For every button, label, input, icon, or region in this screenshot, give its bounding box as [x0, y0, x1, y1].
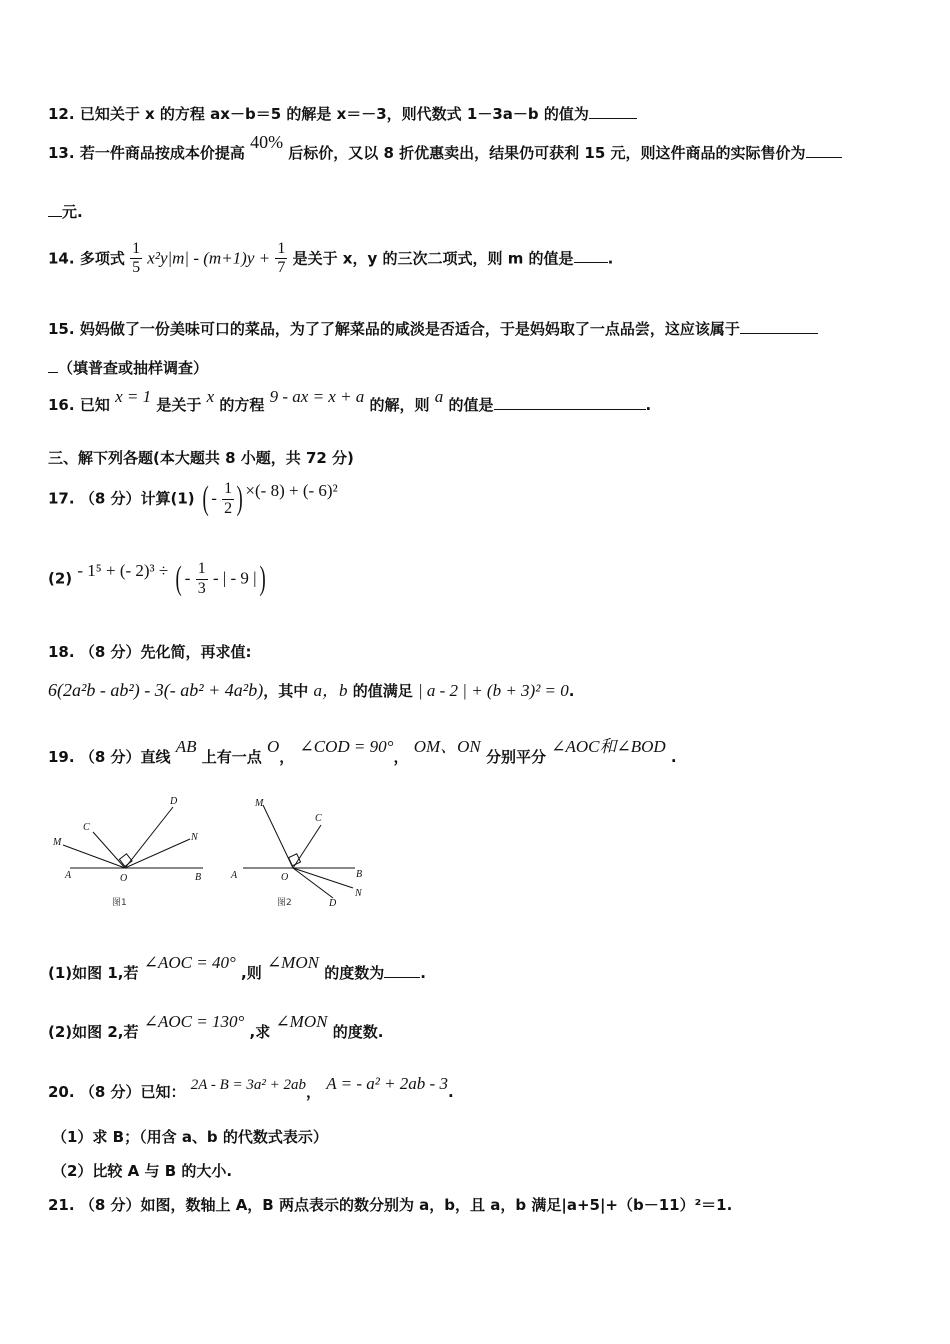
question-12: [48, 103, 910, 124]
q21-text: （8 分）如图，数轴上 A，B 两点表示的数分别为 a，b，且 a，b 满足|a+5|+（b－11）²＝1.: [79, 1196, 733, 1214]
q19-math-ab: AB: [175, 737, 197, 756]
label-B: B: [195, 872, 202, 883]
question-17: [48, 480, 910, 518]
q14-fraction-1: $\frac{1}{5}$: [132, 240, 141, 277]
paren-close: ): [236, 480, 243, 517]
q13-number: 13.: [48, 144, 75, 162]
q12-text: 已知关于 x 的方程 ax－b＝5 的解是 x＝－3，则代数式 1－3a－b 的值为: [79, 105, 589, 123]
q13-text-a: 若一件商品按成本价提高: [79, 144, 245, 162]
answer-blank[interactable]: [384, 963, 420, 978]
q17-part-2-label: (2): [48, 569, 73, 588]
q19-math-o: O: [266, 737, 280, 756]
q19-text-a: （8 分）直线: [79, 748, 171, 766]
figure-1: [45, 790, 220, 915]
q19-text-c: 分别平分: [485, 748, 546, 766]
question-18: [48, 641, 910, 662]
answer-blank[interactable]: [574, 248, 608, 263]
q16-text-e: 的值是: [448, 396, 494, 414]
q17-label: （8 分）计算(1): [79, 489, 195, 508]
q18-number: 18.: [48, 643, 75, 661]
q18-expression: 6(2a²b - ab²) - 3(- ab² + 4a²b): [48, 680, 264, 700]
q20-sub-2: （2）比较 A 与 B 的大小.: [52, 1162, 233, 1180]
q19-2-text-c: 的度数.: [332, 1023, 384, 1041]
q19-text-b: 上有一点: [201, 748, 262, 766]
q19-1-period: .: [420, 964, 426, 982]
q16-math-4: a: [434, 387, 444, 406]
label-N: N: [191, 832, 198, 843]
q18-text-b: ，其中: [263, 682, 309, 700]
q19-2-text-b: ,求: [249, 1023, 271, 1041]
q15-text-b: （填普查或抽样调查）: [58, 359, 209, 377]
label-O: O: [120, 873, 128, 884]
q14-number: 14.: [48, 249, 75, 268]
label-B: B: [356, 869, 363, 880]
paren-close: ): [259, 560, 266, 597]
question-17-part-2: [48, 560, 910, 598]
q18-text-c: 的值满足: [352, 682, 413, 700]
question-16: [48, 387, 910, 415]
paren-open: (: [202, 480, 209, 517]
label-A: A: [65, 870, 72, 881]
label-N: N: [355, 888, 362, 899]
q12-number: 12.: [48, 105, 75, 123]
question-15: [48, 318, 910, 339]
question-18-expression: [48, 676, 910, 701]
answer-blank[interactable]: [48, 358, 58, 373]
answer-blank[interactable]: [48, 202, 62, 217]
q19-math-angles: ∠AOC和∠BOD: [551, 737, 666, 756]
answer-blank[interactable]: [494, 395, 646, 410]
label-D: D: [329, 898, 337, 909]
q19-1-label: (1)如图 1,若: [48, 964, 139, 982]
question-13-cont: [48, 201, 910, 222]
q16-math-3: 9 - ax = x + a: [269, 387, 365, 406]
q20-period: .: [447, 1083, 454, 1101]
label-A: A: [231, 870, 238, 881]
figure-1-caption: 图1: [112, 898, 127, 908]
q16-period: .: [645, 396, 652, 414]
q13-text-c: 元.: [62, 203, 83, 221]
answer-blank[interactable]: [806, 143, 842, 158]
q18-period: .: [568, 682, 575, 700]
paren-open: (: [176, 560, 183, 597]
q17-number: 17.: [48, 489, 75, 508]
q17-expression-3: - | - 9 |: [212, 568, 257, 588]
figure-2-lines: [243, 805, 355, 898]
question-19-part-2: [48, 1012, 910, 1042]
q17-expression-2: - 1⁵ + (- 2)³ ÷: [77, 560, 169, 580]
figure-2-caption: 图2: [277, 898, 292, 908]
q19-2-math-aoc: ∠AOC = 130°: [143, 1012, 245, 1031]
q13-percent: 40%: [250, 132, 284, 152]
q21-number: 21.: [48, 1196, 75, 1214]
label-O: O: [281, 872, 289, 883]
answer-blank[interactable]: [589, 104, 637, 119]
question-21: [48, 1194, 910, 1215]
q19-comma-2: ，: [393, 748, 409, 766]
section-title: 三、解下列各题(本大题共 8 小题，共 72 分): [48, 449, 354, 467]
label-D: D: [170, 796, 178, 807]
q19-1-math-aoc: ∠AOC = 40°: [143, 953, 236, 972]
q17-fraction-1: $\frac{1}{2}$: [224, 480, 233, 517]
label-C: C: [83, 822, 90, 833]
q16-math-1: x = 1: [115, 387, 152, 406]
q20-text: （8 分）已知：: [79, 1083, 186, 1101]
q19-1-math-mon: ∠MON: [266, 953, 319, 972]
question-20: [48, 1074, 910, 1102]
q19-2-math-mon: ∠MON: [275, 1012, 328, 1031]
q16-text-b: 是关于: [156, 396, 202, 414]
q19-math-om-on: OM、ON: [413, 737, 481, 756]
q16-text-d: 的解，则: [369, 396, 430, 414]
q14-text-b: 是关于 x，y 的三次二项式，则 m 的值是: [292, 249, 574, 268]
q19-number: 19.: [48, 748, 75, 766]
q18-vars: a，b: [313, 681, 348, 700]
q20-comma: ，: [306, 1083, 322, 1101]
q18-condition: | a - 2 | + (b + 3)² = 0: [417, 681, 569, 700]
question-15-cont: [48, 357, 910, 378]
q19-1-text-c: 的度数为: [324, 964, 385, 982]
question-14: [48, 240, 910, 278]
q17-minus: -: [211, 488, 217, 508]
q16-text-a: 已知: [79, 396, 110, 414]
q19-comma: ，: [279, 748, 295, 766]
q16-number: 16.: [48, 396, 75, 414]
question-19-part-1: [48, 953, 910, 983]
q14-text-a: 多项式: [79, 249, 125, 268]
figure-1-lines: [63, 807, 203, 868]
q17-fraction-2: $\frac{1}{3}$: [197, 560, 206, 597]
q15-number: 15.: [48, 320, 75, 338]
q20-equation-1: 2A - B = 3a² + 2ab: [190, 1077, 307, 1093]
q14-period: .: [607, 249, 614, 268]
label-C: C: [315, 813, 322, 824]
q17-expression-1: ×(- 8) + (- 6)²: [245, 480, 338, 500]
q19-math-cod: ∠COD = 90°: [299, 737, 394, 756]
q14-expression: x²y|m| - (m+1)y +: [147, 248, 271, 268]
figure-2: [225, 790, 375, 915]
q19-period: .: [670, 748, 677, 766]
question-13: [48, 132, 910, 163]
q14-fraction-2: $\frac{1}{7}$: [277, 240, 286, 277]
label-M: M: [255, 798, 264, 809]
q20-number: 20.: [48, 1083, 75, 1101]
q18-text: （8 分）先化简，再求值:: [79, 643, 252, 661]
q19-2-label: (2)如图 2,若: [48, 1023, 139, 1041]
q13-text-b: 后标价，又以 8 折优惠卖出，结果仍可获利 15 元，则这件商品的实际售价为: [288, 144, 806, 162]
question-19: [48, 737, 910, 767]
q20-sub-1: （1）求 B；（用含 a、b 的代数式表示）: [52, 1128, 328, 1146]
q16-math-2: x: [206, 387, 215, 406]
q16-text-c: 的方程: [219, 396, 265, 414]
label-M: M: [53, 837, 62, 848]
answer-blank[interactable]: [740, 319, 818, 334]
q15-text: 妈妈做了一份美味可口的菜品，为了了解菜品的咸淡是否适合，于是妈妈取了一点品尝，这应该属于: [79, 320, 740, 338]
q20-equation-2: A = - a² + 2ab - 3: [326, 1074, 448, 1093]
q17-minus-2: -: [184, 568, 191, 588]
q19-1-text-b: ,则: [241, 964, 262, 982]
